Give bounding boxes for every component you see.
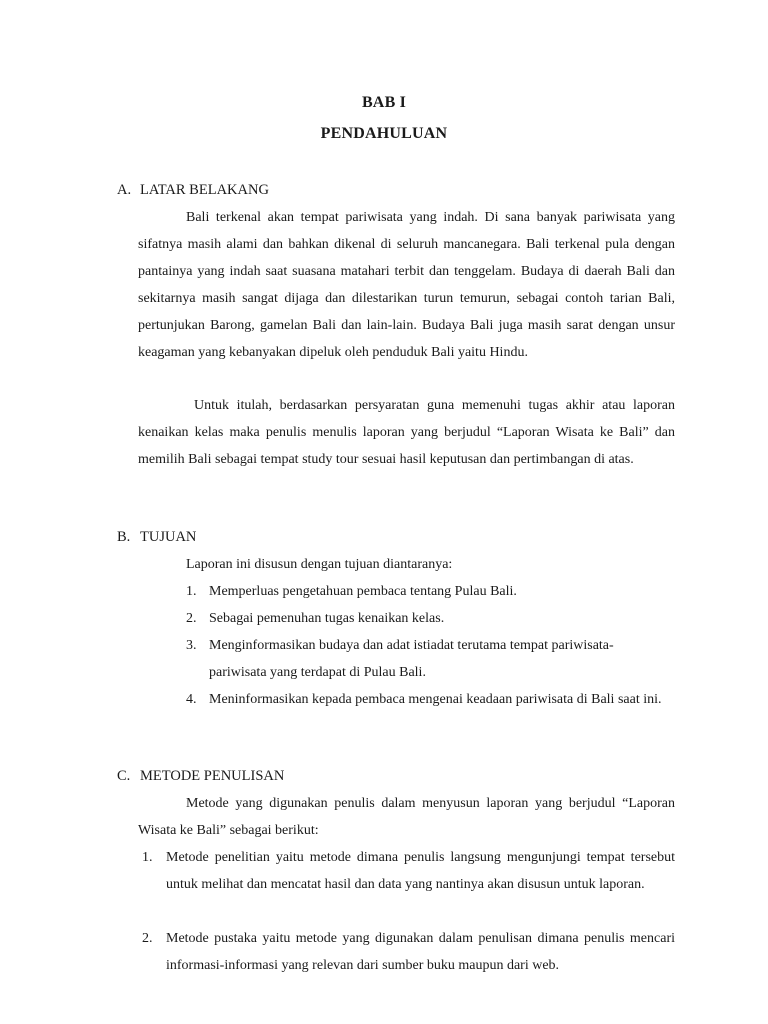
chapter-number: BAB I <box>361 94 407 111</box>
list-item-number: 4. <box>186 692 197 707</box>
list-item-text: Sebagai pemenuhan tugas kenaikan kelas. <box>209 611 445 626</box>
list-item-text: Metode pustaka yaitu metode yang digunakan dalam penulisan dimana penulis mencari informasi-informasi yang relevan dari sumber buku maupun dari web. <box>166 931 675 973</box>
section-c-intro: Metode yang digunakan penulis dalam menyusun laporan yang berjudul “Laporan Wisata ke Bali” sebagai berikut: <box>138 796 675 838</box>
list-item <box>186 578 666 605</box>
list-item-text: Meninformasikan kepada pembaca mengenai keadaan pariwisata di Bali saat ini. <box>209 692 662 707</box>
section-b-heading <box>117 529 196 546</box>
list-item-text: Menginformasikan budaya dan adat istiadat terutama tempat pariwisata-pariwisata yang terdapat di Pulau Bali. <box>209 638 614 680</box>
section-a-paragraph-1: Bali terkenal akan tempat pariwisata yang indah. Di sana banyak pariwisata yang sifatnya masih alami dan bahkan dikenal di seluruh mancanegara. Bali terkenal pula dengan pantainya yang indah saat suasana matahari terbit dan tenggelam. Budaya di daerah Bali dan sekitarnya masih sangat dijaga dan dilestarikan turun temurun, sebagai contoh tarian Bali, pertunjukan Barong, gamelan Bali dan lain-lain. Budaya Bali juga masih sarat dengan unsur keagaman yang kebanyakan dipeluk oleh penduduk Bali yaitu Hindu. <box>138 210 675 360</box>
section-b-title: TUJUAN <box>140 529 197 545</box>
list-item-number: 2. <box>186 611 197 626</box>
section-a-title: LATAR BELAKANG <box>140 182 269 198</box>
section-c-letter: C. <box>117 768 131 784</box>
section-a-paragraph-2: Untuk itulah, berdasarkan persyaratan guna memenuhi tugas akhir atau laporan kenaikan kelas maka penulis menulis laporan yang berjudul “Laporan Wisata ke Bali” dan memilih Bali sebagai tempat study tour sesuai hasil keputusan dan pertimbangan di atas. <box>138 398 675 467</box>
list-item <box>186 632 666 686</box>
list-item <box>186 605 666 632</box>
list-item-number: 3. <box>186 638 197 653</box>
list-item <box>142 925 675 979</box>
section-c-title: METODE PENULISAN <box>140 768 285 784</box>
section-b-letter: B. <box>117 529 131 545</box>
section-a-heading <box>117 182 269 199</box>
section-c-heading <box>117 768 284 785</box>
list-item-text: Memperluas pengetahuan pembaca tentang Pulau Bali. <box>209 584 517 599</box>
section-b-intro: Laporan ini disusun dengan tujuan diantaranya: <box>186 557 453 572</box>
list-item <box>186 686 666 713</box>
list-item <box>142 844 675 898</box>
list-item-number: 1. <box>142 850 153 865</box>
chapter-title: PENDAHULUAN <box>320 125 448 142</box>
list-item-text: Metode penelitian yaitu metode dimana penulis langsung mengunjungi tempat tersebut untuk melihat dan mencatat hasil dan data yang nantinya akan disusun untuk laporan. <box>166 850 675 892</box>
list-item-number: 2. <box>142 931 153 946</box>
section-a-letter: A. <box>117 182 132 198</box>
list-item-number: 1. <box>186 584 197 599</box>
